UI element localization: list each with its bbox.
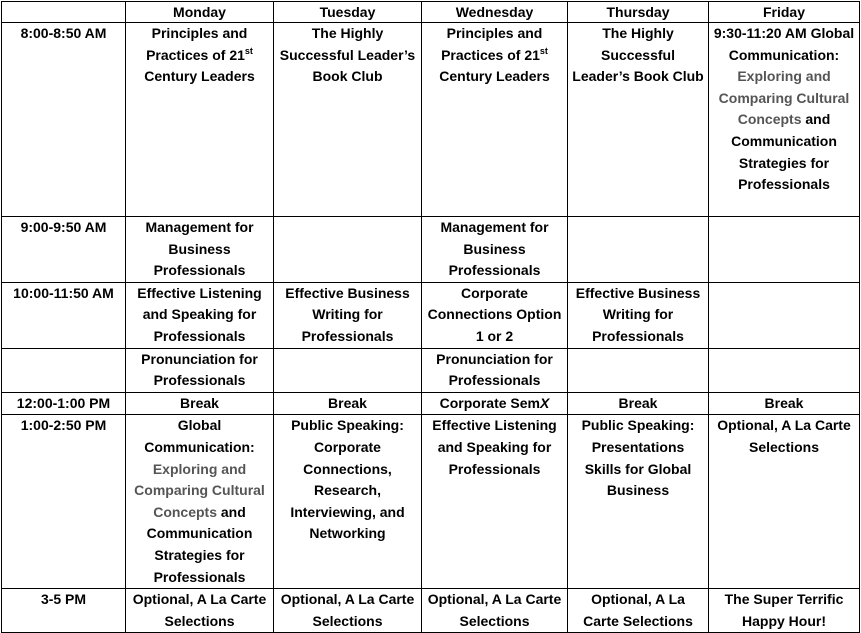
session-cell: Effective Business Writing for Professionals bbox=[568, 282, 709, 348]
session-cell: Optional, A La Carte Selections bbox=[422, 589, 568, 633]
header-cell-thursday: Thursday bbox=[568, 2, 709, 23]
table-row bbox=[2, 217, 860, 283]
session-cell bbox=[126, 23, 274, 217]
cell-text: and Communication Strategies for Professionals bbox=[731, 111, 837, 193]
cell-text: Principles and Practices of 21 bbox=[441, 25, 543, 63]
time-cell: 10:00-11:50 AM bbox=[2, 282, 126, 348]
session-cell bbox=[709, 282, 860, 348]
schedule-table bbox=[1, 1, 860, 633]
cell-text-gray: Exploring and Comparing Cultural Concepts bbox=[134, 460, 265, 520]
session-cell: Optional, A La Carte Selections bbox=[568, 589, 709, 633]
session-cell bbox=[274, 348, 422, 392]
session-cell bbox=[422, 392, 568, 415]
session-cell bbox=[126, 415, 274, 589]
session-cell: Effective Listening and Speaking for Professionals bbox=[422, 415, 568, 589]
session-cell bbox=[274, 217, 422, 283]
session-cell: Optional, A La Carte Selections bbox=[709, 415, 860, 589]
session-cell: Management for Business Professionals bbox=[422, 217, 568, 283]
time-cell: 3-5 PM bbox=[2, 589, 126, 633]
cell-text: Century Leaders bbox=[144, 68, 255, 85]
cell-text: and Communication Strategies for Professionals bbox=[146, 503, 253, 585]
session-cell: The Highly Successful Leader’s Book Club bbox=[274, 23, 422, 217]
table-row bbox=[2, 23, 860, 217]
header-cell-monday: Monday bbox=[126, 2, 274, 23]
session-cell bbox=[568, 217, 709, 283]
time-cell bbox=[2, 348, 126, 392]
session-cell: Effective Business Writing for Professionals bbox=[274, 282, 422, 348]
session-cell bbox=[422, 23, 568, 217]
session-cell: Effective Listening and Speaking for Professionals bbox=[126, 282, 274, 348]
time-cell: 8:00-8:50 AM bbox=[2, 23, 126, 217]
session-cell bbox=[709, 23, 860, 217]
table-row bbox=[2, 415, 860, 589]
time-cell: 9:00-9:50 AM bbox=[2, 217, 126, 283]
cell-text: Global Communication: bbox=[144, 417, 255, 455]
cell-text-italic: X bbox=[540, 394, 550, 411]
time-cell: 1:00-2:50 PM bbox=[2, 415, 126, 589]
cell-text: 9:30-11:20 AM Global Communication: bbox=[713, 25, 855, 63]
session-cell: Pronunciation for Professionals bbox=[126, 348, 274, 392]
session-cell: Break bbox=[274, 392, 422, 415]
session-cell: Public Speaking: Corporate Connections, Research, Interviewing, and Networking bbox=[274, 415, 422, 589]
session-cell: Optional, A La Carte Selections bbox=[274, 589, 422, 633]
header-cell-wednesday: Wednesday bbox=[422, 2, 568, 23]
table-row bbox=[2, 348, 860, 392]
session-cell: Optional, A La Carte Selections bbox=[126, 589, 274, 633]
superscript: st bbox=[244, 45, 253, 56]
session-cell: Corporate Connections Option 1 or 2 bbox=[422, 282, 568, 348]
session-cell: Break bbox=[709, 392, 860, 415]
header-row bbox=[2, 2, 860, 23]
table-row bbox=[2, 282, 860, 348]
header-cell-time bbox=[2, 2, 126, 23]
cell-text-gray: Exploring and Comparing Cultural Concepts bbox=[718, 68, 850, 128]
session-cell: Break bbox=[568, 392, 709, 415]
session-cell bbox=[568, 348, 709, 392]
session-cell: Public Speaking: Presentations Skills for Global Business bbox=[568, 415, 709, 589]
cell-text: Corporate Sem bbox=[439, 394, 540, 411]
superscript: st bbox=[539, 45, 548, 56]
cell-text: Century Leaders bbox=[439, 68, 550, 85]
table-row bbox=[2, 589, 860, 633]
time-cell: 12:00-1:00 PM bbox=[2, 392, 126, 415]
session-cell bbox=[709, 348, 860, 392]
session-cell: Management for Business Professionals bbox=[126, 217, 274, 283]
table-row bbox=[2, 392, 860, 415]
header-cell-tuesday: Tuesday bbox=[274, 2, 422, 23]
header-cell-friday: Friday bbox=[709, 2, 860, 23]
session-cell: The Super Terrific Happy Hour! bbox=[709, 589, 860, 633]
session-cell: The Highly Successful Leader’s Book Club bbox=[568, 23, 709, 217]
cell-text: Principles and Practices of 21 bbox=[146, 25, 248, 63]
session-cell: Break bbox=[126, 392, 274, 415]
session-cell bbox=[709, 217, 860, 283]
session-cell: Pronunciation for Professionals bbox=[422, 348, 568, 392]
